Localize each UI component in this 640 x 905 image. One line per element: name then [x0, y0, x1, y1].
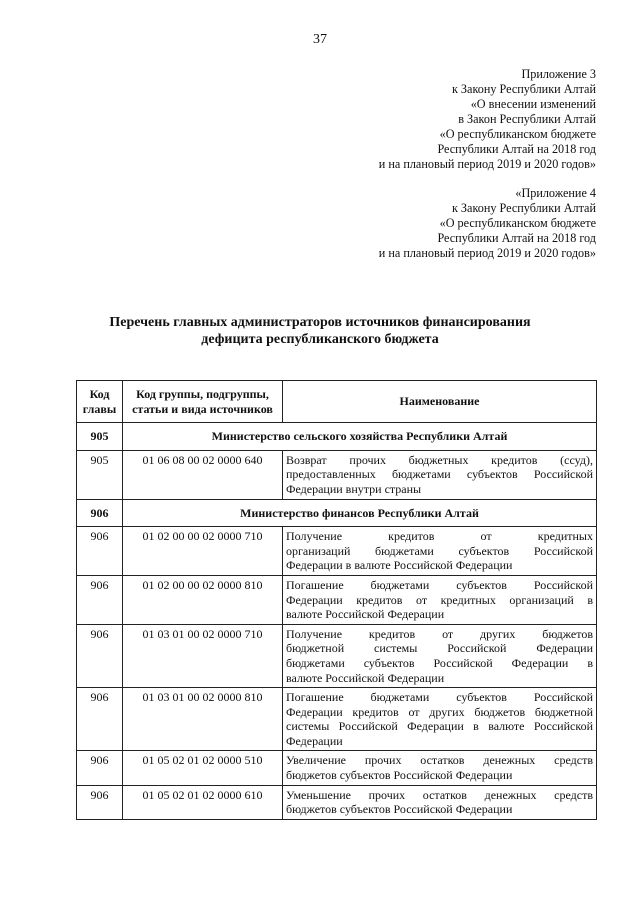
source-code-cell: 01 06 08 00 02 0000 640 — [123, 450, 283, 499]
table-row — [77, 751, 597, 785]
table-body — [77, 423, 597, 820]
name-line: Федерации кредитов от других бюджетов бюджетной — [286, 704, 593, 719]
name-cell — [283, 624, 597, 687]
name-line: Возврат прочих бюджетных кредитов (ссуд), — [286, 452, 593, 467]
head-code-cell: 905 — [77, 450, 123, 499]
name-cell — [283, 575, 597, 624]
appendix-3-line: в Закон Республики Алтай — [458, 112, 596, 126]
header-name: Наименование — [283, 381, 597, 423]
appendix-3-line: Республики Алтай на 2018 год — [437, 142, 596, 156]
appendix-3-line: «О республиканском бюджете — [439, 127, 596, 141]
name-line: бюджетной системы Российской Федерации — [286, 641, 593, 656]
ministry-code: 906 — [77, 499, 123, 527]
appendix-4-line: «О республиканском бюджете — [439, 216, 596, 230]
appendix-3-line: «О внесении изменений — [470, 97, 596, 111]
appendix-3-heading — [296, 67, 596, 172]
source-code-cell: 01 02 00 00 02 0000 710 — [123, 527, 283, 576]
head-code-cell: 906 — [77, 688, 123, 751]
name-line: Федерации кредитов от кредитных организаций в — [286, 592, 593, 607]
table-row — [77, 575, 597, 624]
appendix-3-line: к Закону Республики Алтай — [451, 82, 596, 96]
name-line: системы Российской Федерации в валюте Российской — [286, 719, 593, 734]
name-line: валюте Российской Федерации — [286, 670, 445, 685]
appendix-4-line: к Закону Республики Алтай — [451, 201, 596, 215]
name-cell — [283, 785, 597, 819]
table-row — [77, 450, 597, 499]
name-line: Увеличение прочих остатков денежных средств — [286, 753, 593, 768]
name-line: Получение кредитов от кредитных — [286, 529, 593, 544]
table-row — [77, 624, 597, 687]
table-row — [77, 527, 597, 576]
name-cell — [283, 450, 597, 499]
ministry-title: Министерство финансов Республики Алтай — [123, 499, 597, 527]
name-line: Погашение бюджетами субъектов Российской — [286, 690, 593, 705]
header-head-code: Код главы — [77, 381, 123, 423]
title-line: дефицита республиканского бюджета — [201, 332, 439, 347]
appendix-4-line: и на плановый период 2019 и 2020 годов» — [378, 246, 596, 260]
table-row — [77, 785, 597, 819]
header-source-code: Код группы, подгруппы, статьи и вида источников — [123, 381, 283, 423]
name-cell — [283, 527, 597, 576]
name-line: Федерации внутри страны — [286, 481, 422, 496]
name-line: Получение кредитов от других бюджетов — [286, 626, 593, 641]
name-line: бюджетов субъектов Российской Федерации — [286, 802, 513, 817]
head-code-cell: 906 — [77, 527, 123, 576]
source-code-cell: 01 05 02 01 02 0000 510 — [123, 751, 283, 785]
head-code-cell: 906 — [77, 751, 123, 785]
table-row — [77, 688, 597, 751]
table-header-row — [77, 381, 597, 423]
page-number: 37 — [313, 32, 327, 47]
name-line: Погашение бюджетами субъектов Российской — [286, 577, 593, 592]
ministry-title: Министерство сельского хозяйства Республики Алтай — [123, 423, 597, 451]
name-line: бюджетов субъектов Российской Федерации — [286, 768, 513, 783]
administrators-table — [76, 380, 597, 820]
source-code-cell: 01 02 00 00 02 0000 810 — [123, 575, 283, 624]
head-code-cell: 906 — [77, 785, 123, 819]
name-line: валюте Российской Федерации — [286, 607, 445, 622]
head-code-cell: 906 — [77, 624, 123, 687]
source-code-cell: 01 03 01 00 02 0000 810 — [123, 688, 283, 751]
head-code-cell: 906 — [77, 575, 123, 624]
ministry-code: 905 — [77, 423, 123, 451]
name-line: Федерации — [286, 733, 343, 748]
ministry-row — [77, 423, 597, 451]
document-title — [40, 314, 600, 348]
name-cell — [283, 751, 597, 785]
name-line: организаций бюджетами субъектов Российской — [286, 543, 593, 558]
appendix-4-line: «Приложение 4 — [515, 186, 596, 200]
source-code-cell: 01 05 02 01 02 0000 610 — [123, 785, 283, 819]
title-line: Перечень главных администраторов источников финансирования — [109, 315, 531, 330]
appendix-3-line: и на плановый период 2019 и 2020 годов» — [378, 157, 596, 171]
source-code-cell: 01 03 01 00 02 0000 710 — [123, 624, 283, 687]
name-line: предоставленных бюджетами субъектов Российской — [286, 467, 593, 482]
name-line: Уменьшение прочих остатков денежных средств — [286, 787, 593, 802]
appendix-4-heading — [296, 186, 596, 261]
appendix-4-line: Республики Алтай на 2018 год — [437, 231, 596, 245]
name-line: Федерации в валюте Российской Федерации — [286, 558, 513, 573]
ministry-row — [77, 499, 597, 527]
name-cell — [283, 688, 597, 751]
appendix-3-line: Приложение 3 — [521, 67, 596, 81]
name-line: бюджетами субъектов Российской Федерации в — [286, 655, 593, 670]
